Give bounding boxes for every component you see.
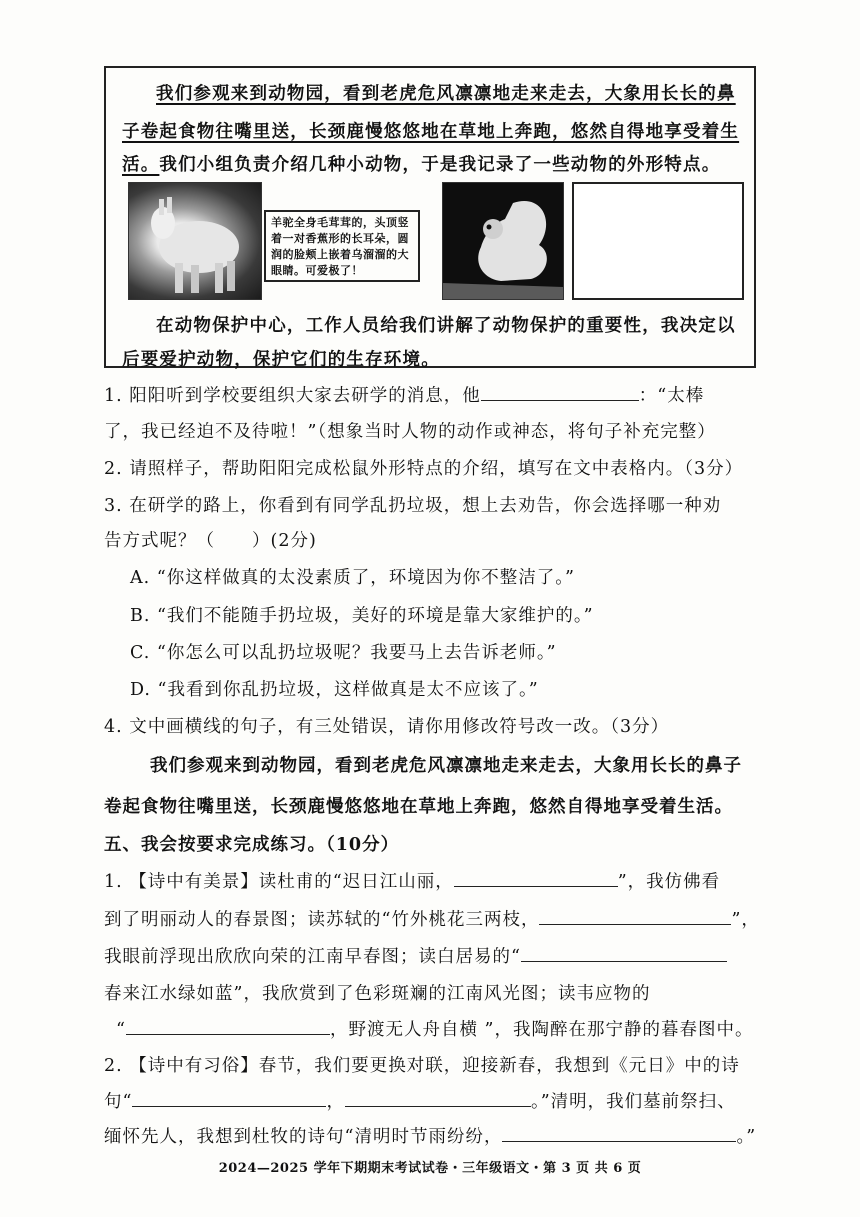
section-5-q1-line-5: “ ，野渡无人舟自横 ”，我陶醉在那宁静的暮春图中。 [116,1016,753,1041]
question-3-line-2: 告方式呢？（ ）(2分) [104,531,317,551]
section-5-q1-line-1: 1. 【诗中有美景】读杜甫的“迟日江山丽， ”，我仿佛看 [104,868,720,893]
yuan-ri-blank-2[interactable] [345,1088,531,1107]
option-b[interactable]: B. “我们不能随手扔垃圾，美好的环境是靠大家维护的。” [130,606,594,626]
qingming-blank[interactable] [502,1123,736,1142]
question-2: 2. 请照样子，帮助阳阳完成松鼠外形特点的介绍，填写在文中表格内。（3分） [104,459,744,479]
question-1-blank[interactable] [481,382,639,401]
squirrel-answer-box[interactable] [572,182,744,300]
option-d[interactable]: D. “我看到你乱扔垃圾，这样做真是太不应该了。” [130,680,539,700]
question-4: 4. 文中画横线的句子，有三处错误，请你用修改符号改一改。（3分） [104,717,670,737]
option-c[interactable]: C. “你怎么可以乱扔垃圾呢？我要马上去告诉老师。” [130,643,557,663]
passage-line-2: 子卷起食物往嘴里送，长颈鹿慢悠悠地在草地上奔跑，悠然自得地享受着生 [122,122,740,142]
section-5-q2-line-2: 句“ ， 。”清明，我们墓前祭扫、 [104,1088,736,1113]
section-5-q1-line-3: 我眼前浮现出欣欣向荣的江南早春图；读白居易的“ [104,943,727,968]
section-5-q2-line-1: 2. 【诗中有习俗】春节，我们要更换对联，迎接新春，我想到《元日》中的诗 [104,1056,740,1076]
question-1-line-2: 了，我已经迫不及待啦！”（想象当时人物的动作或神态，将句子补充完整） [104,422,716,442]
section-5-heading: 五、我会按要求完成练习。（10分） [104,835,400,855]
question-3-line-1: 3. 在研学的路上，你看到有同学乱扔垃圾，想上去劝告，你会选择哪一种劝 [104,496,722,516]
question-4-sentence-line-2: 卷起食物往嘴里送，长颈鹿慢悠悠地在草地上奔跑，悠然自得地享受着生活。 [104,797,733,817]
passage-box [104,66,756,368]
alpaca-description-note: 羊驼全身毛茸茸的，头顶竖着一对香蕉形的长耳朵，圆润的脸颊上嵌着乌溜溜的大眼睛。可爱极了！ [264,210,420,282]
passage-line-5: 后要爱护动物，保护它们的生存环境。 [122,350,440,370]
option-a[interactable]: A. “你这样做真的太没素质了，环境因为你不整洁了。” [130,568,575,588]
page-footer: 2024—2025 学年下期期末考试试卷・三年级语文・第 3 页 共 6 页 [218,1161,642,1176]
bai-juyi-blank[interactable] [521,943,727,962]
section-5-q2-line-3: 缅怀先人，我想到杜牧的诗句“清明时节雨纷纷， 。” [104,1123,756,1148]
du-fu-blank[interactable] [454,868,618,887]
su-shi-blank[interactable] [539,906,731,925]
squirrel-photo [442,182,564,300]
wei-yingwu-blank[interactable] [126,1016,330,1035]
question-4-sentence-line-1: 我们参观来到动物园，看到老虎危风凛凛地走来走去，大象用长长的鼻子 [150,756,742,776]
section-5-q1-line-2: 到了明丽动人的春景图；读苏轼的“竹外桃花三两枝， ”， [104,906,760,931]
yuan-ri-blank-1[interactable] [132,1088,326,1107]
passage-line-1: 我们参观来到动物园，看到老虎危风凛凛地走来走去，大象用长长的鼻 [156,84,736,104]
question-1-line-1: 1. 阳阳听到学校要组织大家去研学的消息，他 ：“太棒 [104,382,704,407]
passage-line-3: 活。我们小组负责介绍几种小动物，于是我记录了一些动物的外形特点。 [122,155,721,175]
passage-line-4: 在动物保护中心，工作人员给我们讲解了动物保护的重要性，我决定以 [156,316,736,336]
section-5-q1-line-4: 春来江水绿如蓝”，我欣赏到了色彩斑斓的江南风光图；读韦应物的 [104,984,651,1004]
alpaca-photo [128,182,262,300]
